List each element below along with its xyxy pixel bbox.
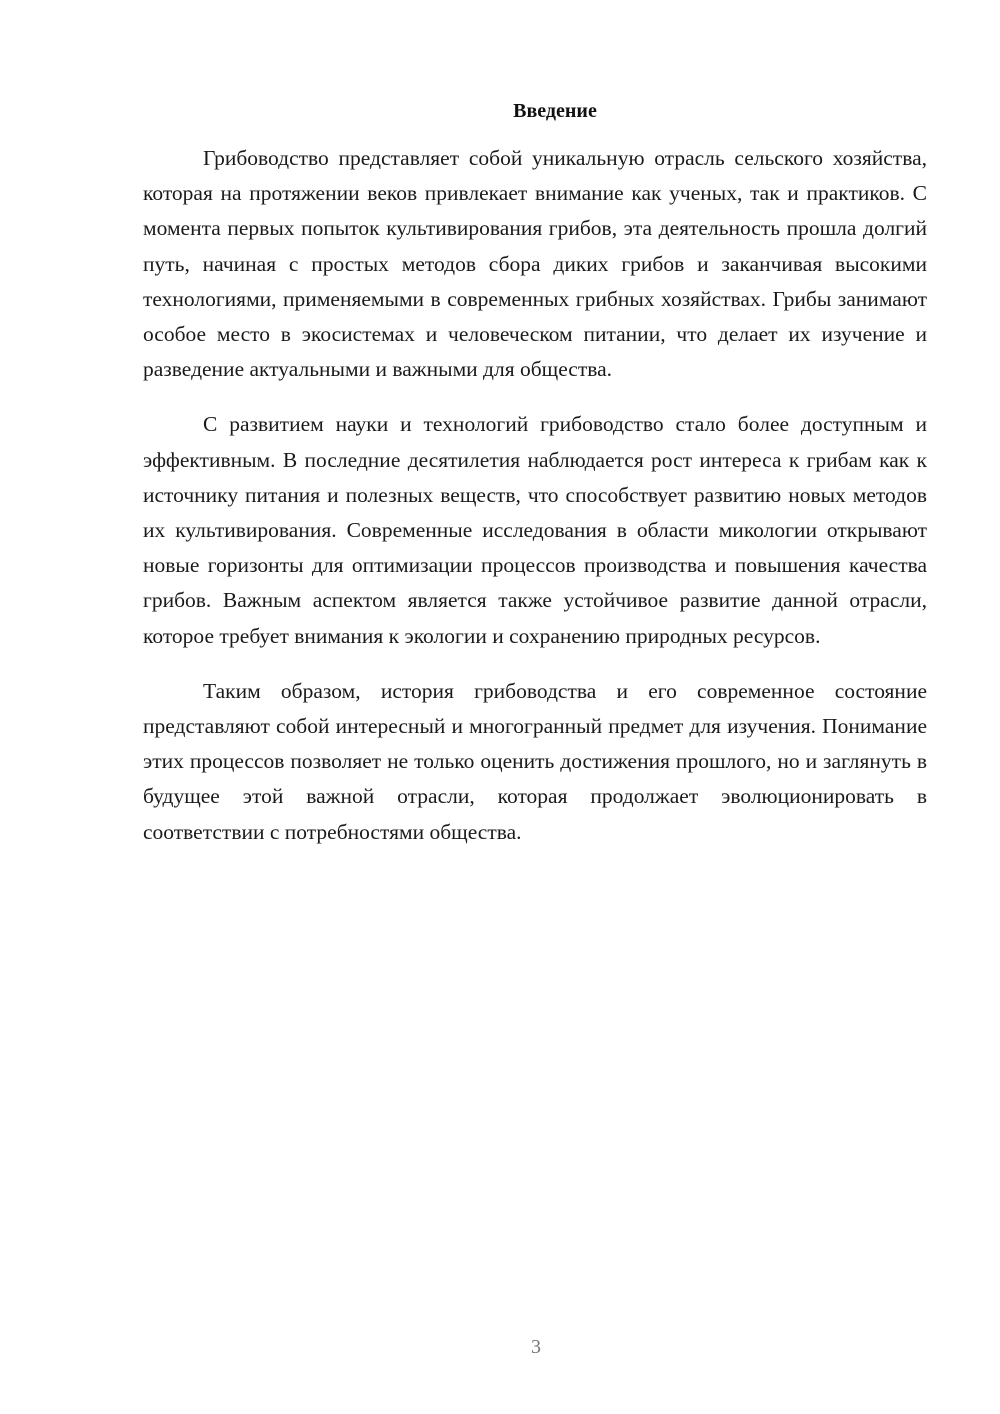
- paragraph-3: Таким образом, история грибоводства и его современное состояние представляют собой интересный и многогранный предмет для изучения. Понимание этих процессов позволяет не только оценить достижения прошлого, но и заглянуть в будущее этой важной отрасли, которая продолжает эволюционировать в соответствии с потребностями общества.: [143, 678, 927, 844]
- document-body: [143, 96, 927, 870]
- page-number: 3: [531, 1336, 541, 1358]
- section-heading: Введение: [513, 100, 597, 122]
- paragraph-1: Грибоводство представляет собой уникальную отрасль сельского хозяйства, которая на протяжении веков привлекает внимание как ученых, так и практиков. С момента первых попыток культивирования грибов, эта деятельность прошла долгий путь, начиная с простых методов сбора диких грибов и заканчивая высокими технологиями, применяемыми в современных грибных хозяйствах. Грибы занимают особое место в экосистемах и человеческом питании, что делает их изучение и разведение актуальными и важными для общества.: [143, 146, 927, 382]
- paragraph-2: С развитием науки и технологий грибоводство стало более доступным и эффективным. В последние десятилетия наблюдается рост интереса к грибам как к источнику питания и полезных веществ, что способствует развитию новых методов их культивирования. Современные исследования в области микологии открывают новые горизонты для оптимизации процессов производства и повышения качества грибов. Важным аспектом является также устойчивое развитие данной отрасли, которое требует внимания к экологии и сохранению природных ресурсов.: [143, 412, 927, 648]
